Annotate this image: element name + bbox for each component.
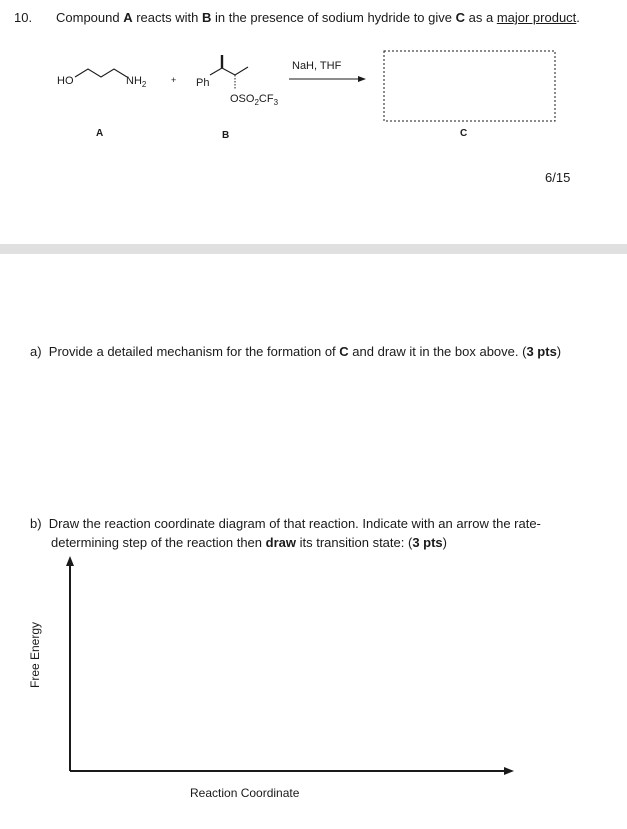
page-number: 6/15 [545,170,571,185]
reaction-arrow [289,76,366,82]
x-axis-label: Reaction Coordinate [190,786,300,800]
x-axis [70,767,514,775]
label-c: C [460,128,468,139]
product-box[interactable] [384,51,555,121]
question-number: 10. [14,10,33,25]
label-b: B [222,130,230,141]
compound-a-structure [57,69,147,89]
label-a: A [96,128,104,139]
svg-text:Ph: Ph [196,77,210,89]
compound-b-structure [196,55,279,107]
svg-text:OSO2CF3: $OSO_2CF_3$ [230,93,279,107]
plus-sign: + [171,75,177,85]
y-axis-label: Free Energy [28,621,42,688]
reaction-scheme [0,45,627,145]
part-a-prompt: a) Provide a detailed mechanism for the formation of C and draw it in the box above. (3 pts) [30,344,562,359]
svg-text:NH2: $NH_2$ [126,75,147,89]
y-axis [66,556,74,771]
reagents-label: NaH, THF [292,60,342,72]
svg-text:HO: HO [57,75,74,87]
reaction-coordinate-diagram[interactable] [0,550,627,829]
part-b-prompt: b) Draw the reaction coordinate diagram of that reaction. Indicate with an arrow the rate- determining step of the reaction then draw its transition state: (3 pts) [30,516,541,550]
page-divider [0,244,627,254]
question-text: Compound A reacts with B in the presence of sodium hydride to give C as a major product. [56,10,580,25]
